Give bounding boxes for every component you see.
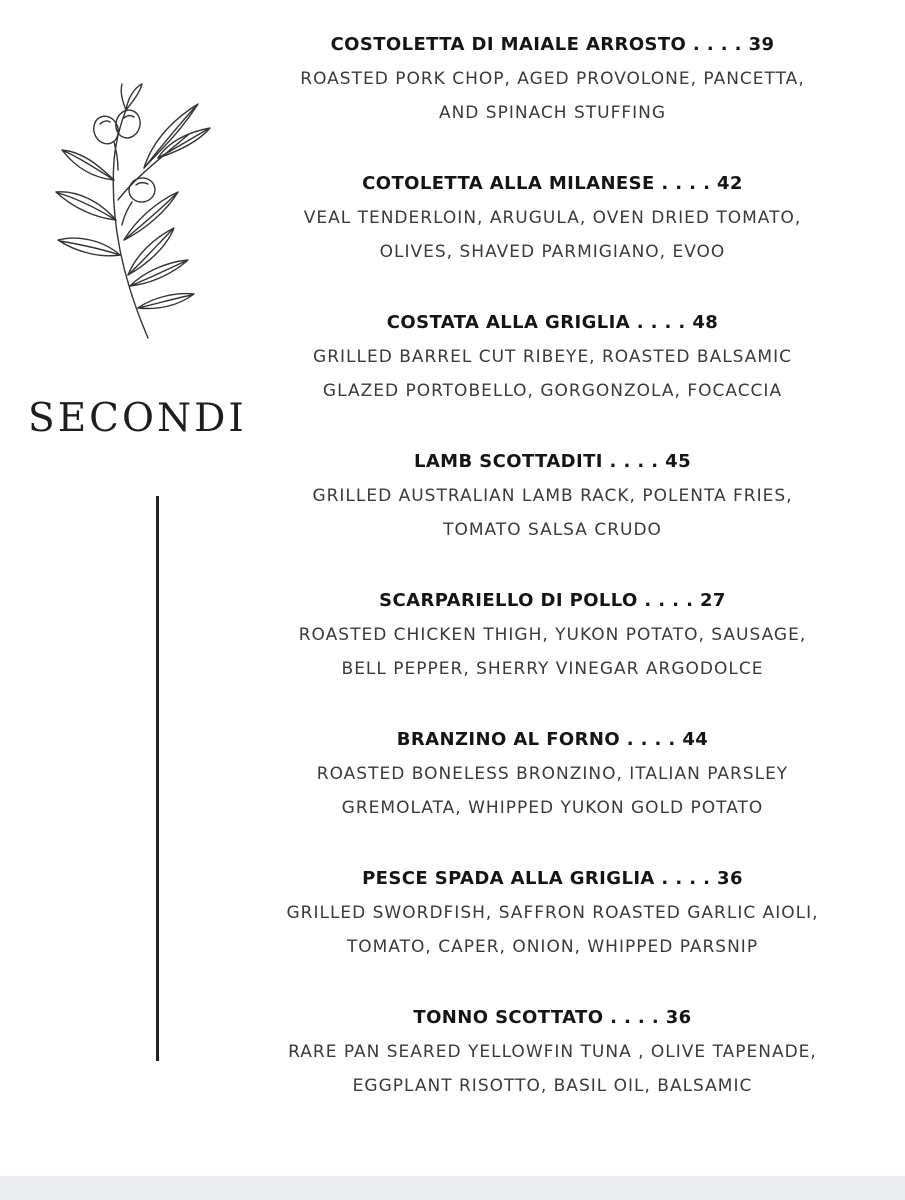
item-description-line: GRILLED AUSTRALIAN LAMB RACK, POLENTA FRIES, bbox=[312, 486, 793, 506]
item-separator: . . . . bbox=[654, 868, 718, 889]
menu-item bbox=[250, 28, 855, 167]
item-title bbox=[250, 28, 855, 62]
item-description-line: TOMATO, CAPER, ONION, WHIPPED PARSNIP bbox=[346, 937, 759, 957]
item-price: 36 bbox=[717, 868, 743, 889]
menu-item bbox=[250, 1001, 855, 1140]
menu-item bbox=[250, 862, 855, 1001]
item-description-line: RARE PAN SEARED YELLOWFIN TUNA , OLIVE TAPENADE, bbox=[288, 1042, 817, 1062]
item-price: 39 bbox=[748, 34, 775, 55]
menu-item bbox=[250, 445, 855, 584]
item-description-line: ROASTED BONELESS BRONZINO, ITALIAN PARSLEY bbox=[316, 764, 789, 784]
item-title bbox=[250, 167, 855, 201]
item-price: 36 bbox=[665, 1007, 692, 1028]
item-description-line: ROASTED PORK CHOP, AGED PROVOLONE, PANCETTA, bbox=[300, 69, 805, 89]
item-separator: . . . . bbox=[654, 173, 717, 194]
vertical-divider bbox=[156, 496, 159, 1061]
item-title bbox=[250, 1001, 855, 1035]
item-name: BRANZINO AL FORNO bbox=[396, 729, 621, 750]
item-title bbox=[250, 723, 855, 757]
menu-list bbox=[250, 28, 855, 1140]
menu-item bbox=[250, 723, 855, 862]
item-name: SCARPARIELLO DI POLLO bbox=[379, 590, 638, 611]
section-title: SECONDI bbox=[28, 396, 247, 441]
item-separator: . . . . bbox=[620, 729, 683, 750]
item-description-line: AND SPINACH STUFFING bbox=[438, 103, 667, 123]
item-description-line: GLAZED PORTOBELLO, GORGONZOLA, FOCACCIA bbox=[322, 381, 783, 401]
bottom-band bbox=[0, 1176, 905, 1200]
item-title bbox=[250, 584, 855, 618]
item-price: 42 bbox=[716, 173, 743, 194]
olive-branch-icon bbox=[48, 80, 218, 350]
item-name: COTOLETTA ALLA MILANESE bbox=[362, 173, 655, 194]
item-name: PESCE SPADA ALLA GRIGLIA bbox=[362, 868, 655, 889]
item-title bbox=[250, 862, 855, 896]
item-price: 48 bbox=[692, 312, 719, 333]
item-separator: . . . . bbox=[630, 312, 693, 333]
item-separator: . . . . bbox=[686, 34, 749, 55]
item-name: LAMB SCOTTADITI bbox=[413, 451, 603, 472]
menu-item bbox=[250, 167, 855, 306]
item-price: 27 bbox=[700, 590, 726, 611]
item-description-line: OLIVES, SHAVED PARMIGIANO, EVOO bbox=[379, 242, 726, 262]
item-title bbox=[250, 306, 855, 340]
item-description-line: GRILLED SWORDFISH, SAFFRON ROASTED GARLIC AIOLI, bbox=[286, 903, 819, 923]
item-price: 45 bbox=[665, 451, 692, 472]
item-description-line: BELL PEPPER, SHERRY VINEGAR ARGODOLCE bbox=[341, 659, 764, 679]
item-description-line: VEAL TENDERLOIN, ARUGULA, OVEN DRIED TOMATO, bbox=[303, 208, 802, 228]
item-price: 44 bbox=[682, 729, 709, 750]
item-name: TONNO SCOTTATO bbox=[413, 1007, 604, 1028]
item-description-line: EGGPLANT RISOTTO, BASIL OIL, BALSAMIC bbox=[352, 1076, 753, 1096]
item-description-line: GRILLED BARREL CUT RIBEYE, ROASTED BALSAMIC bbox=[313, 347, 792, 367]
item-separator: . . . . bbox=[602, 451, 666, 472]
menu-item bbox=[250, 584, 855, 723]
item-description-line: ROASTED CHICKEN THIGH, YUKON POTATO, SAUSAGE, bbox=[298, 625, 807, 645]
item-description-line: GREMOLATA, WHIPPED YUKON GOLD POTATO bbox=[341, 798, 764, 818]
menu-item bbox=[250, 306, 855, 445]
item-description-line: TOMATO SALSA CRUDO bbox=[443, 520, 662, 540]
item-name: COSTOLETTA DI MAIALE ARROSTO bbox=[330, 34, 687, 55]
item-title bbox=[250, 445, 855, 479]
item-separator: . . . . bbox=[637, 590, 700, 611]
item-name: COSTATA ALLA GRIGLIA bbox=[386, 312, 631, 333]
item-separator: . . . . bbox=[603, 1007, 666, 1028]
